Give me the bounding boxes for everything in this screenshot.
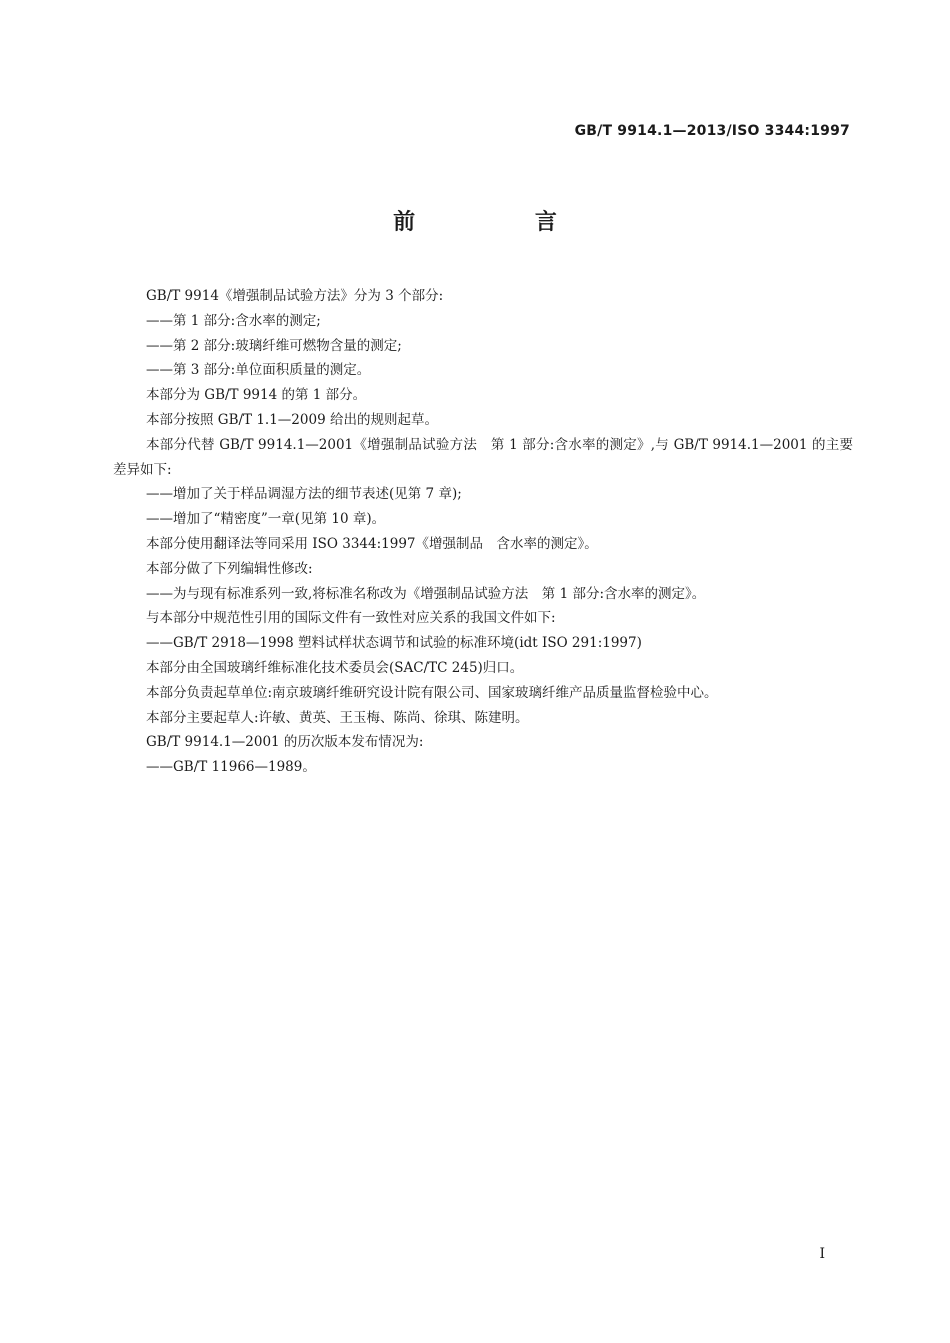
paragraph: 本部分按照 GB/T 1.1—2009 给出的规则起草。 xyxy=(146,411,438,428)
list-item: ——第 2 部分:玻璃纤维可燃物含量的测定; xyxy=(146,337,402,354)
paragraph: GB/T 9914《增强制品试验方法》分为 3 个部分: xyxy=(146,288,444,304)
page-title: 前 言 xyxy=(393,210,613,235)
foreword-body xyxy=(113,284,853,780)
paragraph: GB/T 9914.1—2001 的历次版本发布情况为: xyxy=(146,734,424,751)
list-item: ——增加了关于样品调湿方法的细节表述(见第 7 章); xyxy=(146,486,462,503)
paragraph: 本部分由全国玻璃纤维标准化技术委员会(SAC/TC 245)归口。 xyxy=(146,659,524,676)
page-number: I xyxy=(819,1246,825,1262)
paragraph: 本部分主要起草人:许敏、黄英、王玉梅、陈尚、徐琪、陈建明。 xyxy=(146,709,529,726)
list-item: ——增加了“精密度”一章(见第 10 章)。 xyxy=(146,511,386,528)
list-item: ——第 1 部分:含水率的测定; xyxy=(146,312,321,329)
list-item: ——GB/T 11966—1989。 xyxy=(146,759,316,776)
paragraph: 本部分为 GB/T 9914 的第 1 部分。 xyxy=(146,387,367,404)
paragraph: 本部分做了下列编辑性修改: xyxy=(146,560,313,577)
list-item: ——为与现有标准系列一致,将标准名称改为《增强制品试验方法 第 1 部分:含水率的测定》。 xyxy=(146,585,706,602)
standard-code: GB/T 9914.1—2013/ISO 3344:1997 xyxy=(574,123,850,139)
list-item: ——第 3 部分:单位面积质量的测定。 xyxy=(146,362,371,379)
paragraph: 本部分代替 GB/T 9914.1—2001《增强制品试验方法 第 1 部分:含水率的测定》,与 GB/T 9914.1—2001 的主要差异如下: xyxy=(113,436,853,478)
paragraph: 本部分使用翻译法等同采用 ISO 3344:1997《增强制品 含水率的测定》。 xyxy=(146,535,598,552)
paragraph: 本部分负责起草单位:南京玻璃纤维研究设计院有限公司、国家玻璃纤维产品质量监督检验中心。 xyxy=(146,684,718,701)
paragraph: 与本部分中规范性引用的国际文件有一致性对应关系的我国文件如下: xyxy=(146,610,556,627)
list-item: ——GB/T 2918—1998 塑料试样状态调节和试验的标准环境(idt ISO 291:1997) xyxy=(146,635,642,652)
